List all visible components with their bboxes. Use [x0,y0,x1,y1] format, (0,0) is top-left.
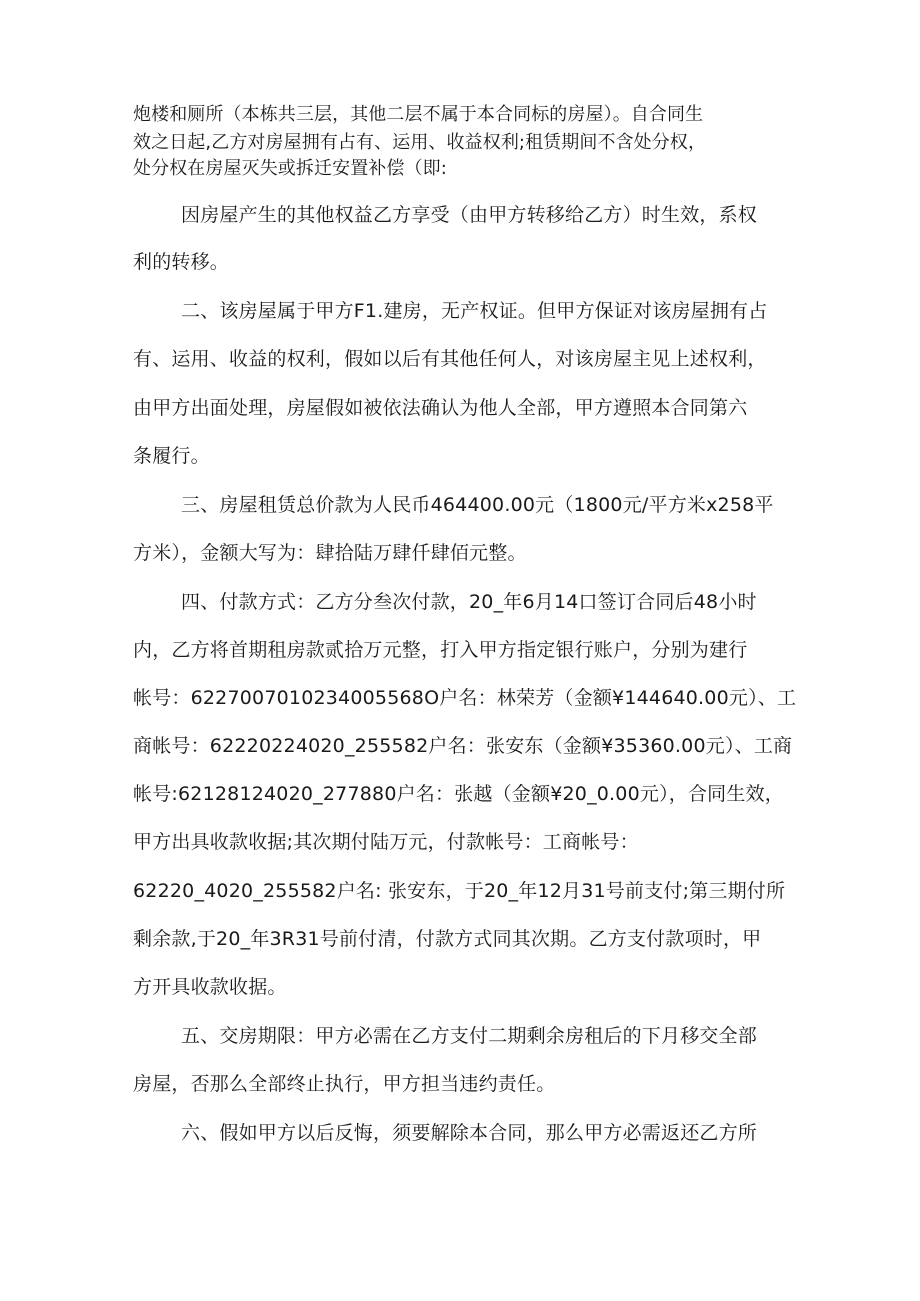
text-line: 内，乙方将首期租房款贰拾万元整，打入甲方指定银行账户，分别为建行 [133,639,748,661]
text-line: 因房屋产生的其他权益乙方享受（由甲方转移给乙方）时生效，系权 [181,204,758,226]
text-line: 帐号:62128124020_277880户名：张越（金额¥20_0.00元），合同生效， [133,783,784,805]
paragraph-start-line: 三、房屋租赁总价款为人民币464400.00元（1800元/平方米x258平 [181,494,774,516]
text-line: 效之日起,乙方对房屋拥有占有、运用、收益权利;租赁期间不含处分权， [133,132,707,153]
text-line: 方米），金额大写为：肆拾陆万肆仟肆佰元整。 [133,542,527,564]
text-line: 商帐号：62220224020_255582户名：张安东（金额¥35360.00元）、工商 [133,735,793,757]
paragraph-start-line: 二、该房屋属于甲方F1.建房，无产权证。但甲方保证对该房屋拥有占 [181,300,768,322]
text-line: 方开具收款收据。 [133,976,287,998]
paragraph-start-line: 五、交房期限：甲方必需在乙方支付二期剩余房租后的下月移交全部 [181,1025,758,1047]
text-line: 条履行。 [133,445,210,467]
text-line: 房屋，否那么全部终止执行，甲方担当违约责任。 [133,1073,556,1095]
text-line: 有、运用、收益的权利，假如以后有其他任何人，对该房屋主见上述权利， [133,348,767,370]
text-line: 帐号：6227007010234005568O户名：林荣芳（金额¥144640.00元）、工 [133,687,797,709]
text-line: 甲方出具收款收据;其次期付陆万元，付款帐号：工商帐号： [133,831,639,853]
text-line: 处分权在房屋灭失或拆迁安置补偿（即: [133,158,447,179]
paragraph-start-line: 四、付款方式：乙方分叁次付款，20_年6月14口签订合同后48小时 [181,591,757,613]
text-line: 剩余款,于20_年3R31号前付清，付款方式同其次期。乙方支付款项时，甲 [133,928,762,950]
text-line: 利的转移。 [133,251,230,273]
paragraph-start-line: 六、假如甲方以后反悔，须要解除本合同，那么甲方必需返还乙方所 [181,1122,758,1144]
text-line: 由甲方出面处理，房屋假如被依法确认为他人全部，甲方遵照本合同第六 [133,397,748,419]
text-line: 炮楼和厕所（本栋共三层，其他二层不属于本合同标的房屋）。自合同生 [133,104,704,125]
text-line: 62220_4020_255582户名: 张安东，于20_年12月31号前支付;第三期付所 [133,880,786,902]
